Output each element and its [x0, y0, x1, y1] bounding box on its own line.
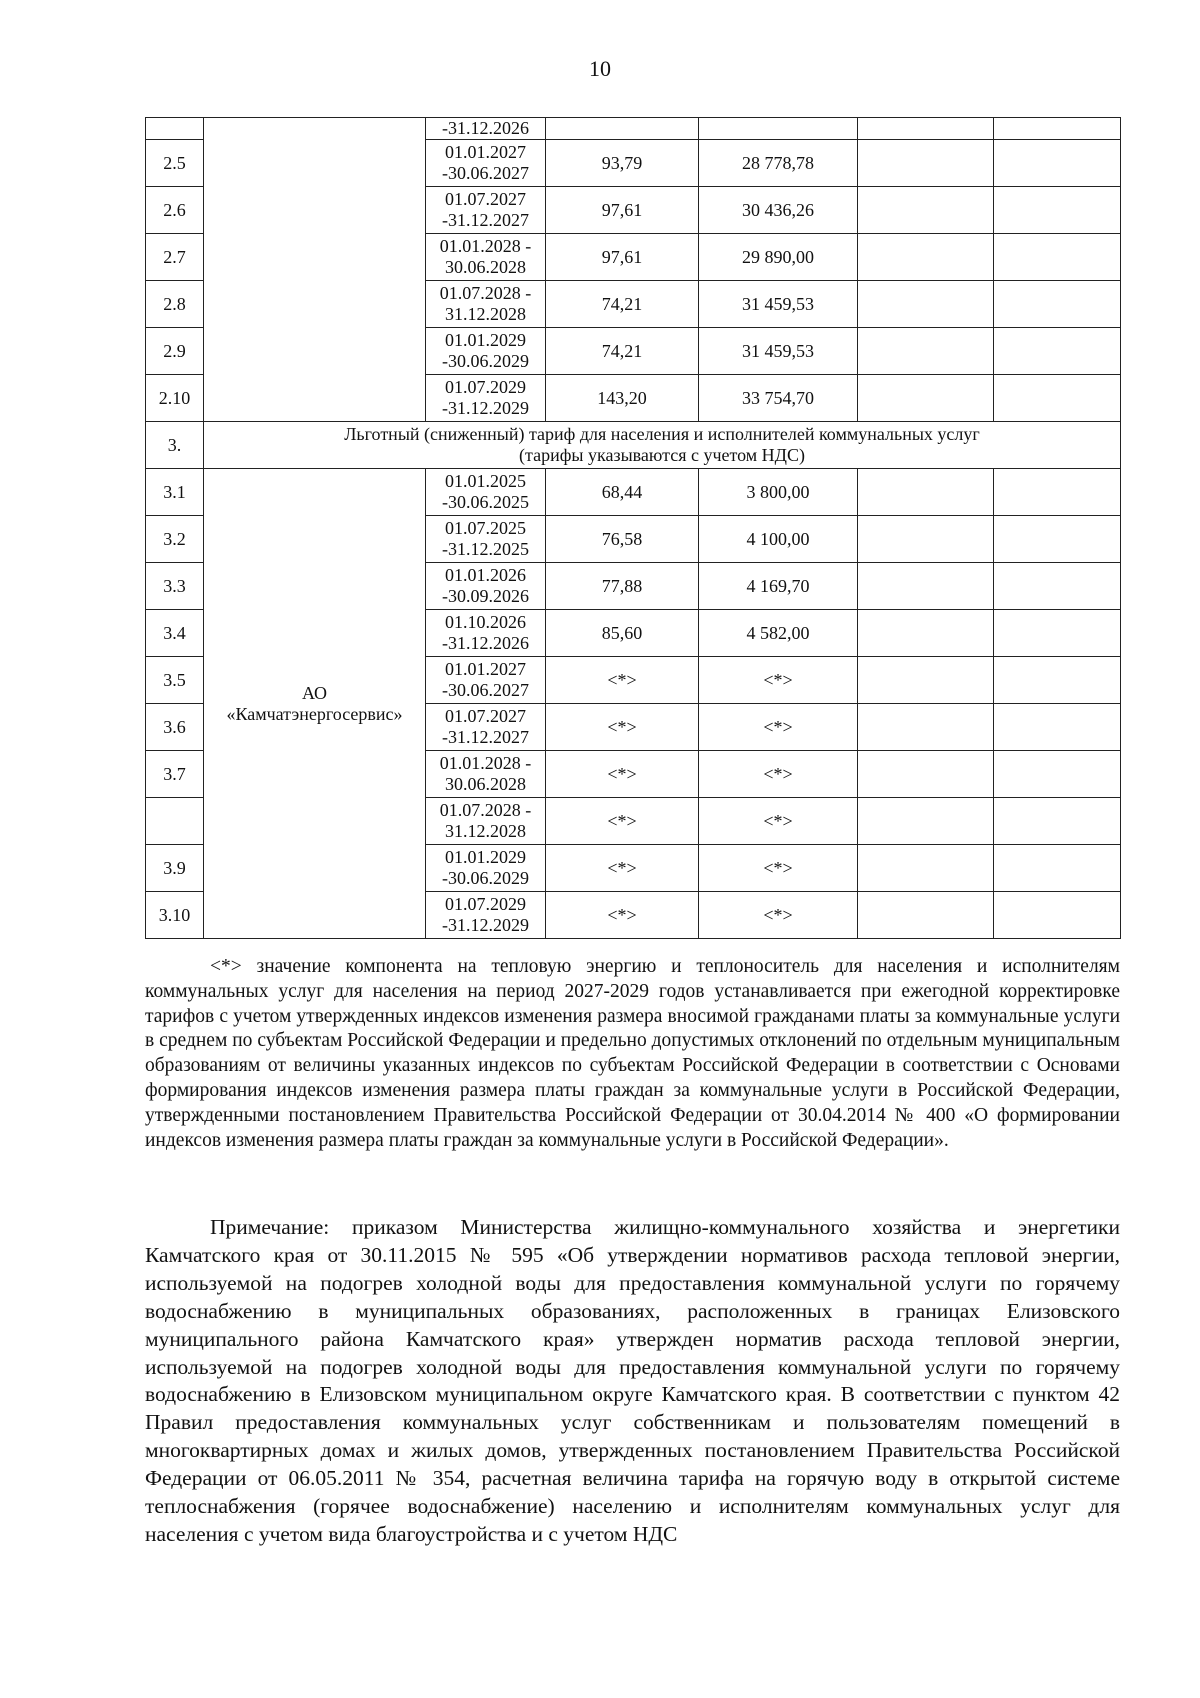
value-cell: 4 582,00 — [699, 610, 858, 657]
org-name-line-1: АО — [301, 682, 328, 703]
period-end: -30.06.2029 — [442, 351, 529, 371]
period-cell — [426, 187, 546, 234]
empty-cell — [858, 892, 994, 939]
empty-cell — [858, 118, 994, 140]
empty-cell — [994, 892, 1121, 939]
empty-cell — [858, 187, 994, 234]
value-cell: 30 436,26 — [699, 187, 858, 234]
org-cell-section-3 — [204, 469, 426, 939]
empty-cell — [994, 234, 1121, 281]
section-title-cell — [204, 422, 1121, 469]
period-cell — [426, 798, 546, 845]
period-cell — [426, 469, 546, 516]
value-cell: 74,21 — [546, 281, 699, 328]
empty-cell — [858, 281, 994, 328]
empty-cell — [858, 751, 994, 798]
section-title-line-2: (тарифы указываются с учетом НДС) — [519, 445, 805, 465]
value-cell: <*> — [546, 892, 699, 939]
period-cell — [426, 140, 546, 187]
period-start: 01.07.2025 — [445, 518, 526, 538]
period-cell — [426, 375, 546, 422]
empty-cell — [994, 845, 1121, 892]
period-start: 01.01.2026 — [445, 565, 526, 585]
empty-cell — [858, 140, 994, 187]
value-cell: <*> — [699, 798, 858, 845]
value-cell: <*> — [546, 657, 699, 704]
period-start: 01.01.2028 - — [439, 753, 532, 773]
value-cell: 28 778,78 — [699, 140, 858, 187]
section-header-row — [146, 422, 1121, 469]
period-end: -31.12.2027 — [442, 210, 529, 230]
section-number-cell: 3. — [146, 422, 204, 469]
value-cell: 85,60 — [546, 610, 699, 657]
value-cell: <*> — [699, 845, 858, 892]
empty-cell — [858, 516, 994, 563]
row-number-cell: 2.7 — [146, 234, 204, 281]
row-number-cell: 3.5 — [146, 657, 204, 704]
period-start: 01.01.2027 — [445, 142, 526, 162]
period-end: -30.09.2026 — [442, 586, 529, 606]
period-start: 01.01.2029 — [445, 330, 526, 350]
period-end: -31.12.2025 — [442, 539, 529, 559]
value-cell: <*> — [699, 751, 858, 798]
empty-cell — [994, 281, 1121, 328]
value-cell — [699, 118, 858, 140]
period-end: -30.06.2027 — [442, 680, 529, 700]
value-cell: 74,21 — [546, 328, 699, 375]
value-cell: 143,20 — [546, 375, 699, 422]
value-cell: 97,61 — [546, 187, 699, 234]
empty-cell — [858, 375, 994, 422]
period-end: 31.12.2028 — [445, 821, 526, 841]
period-end: 30.06.2028 — [445, 257, 526, 277]
value-cell: <*> — [699, 657, 858, 704]
empty-cell — [858, 563, 994, 610]
empty-cell — [994, 375, 1121, 422]
page-number: 10 — [589, 56, 611, 81]
empty-cell — [994, 657, 1121, 704]
empty-cell — [994, 610, 1121, 657]
period-start: 01.01.2028 - — [439, 236, 532, 256]
empty-cell — [858, 328, 994, 375]
value-cell: <*> — [699, 704, 858, 751]
row-number-cell: 3.7 — [146, 751, 204, 798]
value-cell: <*> — [546, 704, 699, 751]
period-start: 01.01.2029 — [445, 847, 526, 867]
value-cell: 33 754,70 — [699, 375, 858, 422]
empty-cell — [858, 845, 994, 892]
value-cell: 29 890,00 — [699, 234, 858, 281]
value-cell: 93,79 — [546, 140, 699, 187]
period-cell — [426, 657, 546, 704]
period-cell — [426, 892, 546, 939]
period-end: -30.06.2025 — [442, 492, 529, 512]
period-end: -31.12.2026 — [442, 633, 529, 653]
empty-cell — [994, 187, 1121, 234]
row-number-cell: 3.6 — [146, 704, 204, 751]
empty-cell — [994, 328, 1121, 375]
empty-cell — [858, 469, 994, 516]
value-cell: <*> — [546, 751, 699, 798]
period-end: 31.12.2028 — [445, 304, 526, 324]
period-start: 01.10.2026 — [445, 612, 526, 632]
period-end: -30.06.2027 — [442, 163, 529, 183]
table-row — [146, 118, 1121, 140]
period-cell — [426, 845, 546, 892]
value-cell: 97,61 — [546, 234, 699, 281]
tariff-table — [145, 117, 1121, 939]
value-cell: <*> — [546, 845, 699, 892]
row-number-cell — [146, 118, 204, 140]
row-number-cell: 2.9 — [146, 328, 204, 375]
value-cell: 3 800,00 — [699, 469, 858, 516]
row-number-cell: 2.8 — [146, 281, 204, 328]
period-end: 30.06.2028 — [445, 774, 526, 794]
period-start: 01.07.2027 — [445, 189, 526, 209]
value-cell: 4 100,00 — [699, 516, 858, 563]
row-number-cell: 2.6 — [146, 187, 204, 234]
value-cell: <*> — [546, 798, 699, 845]
period-cell — [426, 751, 546, 798]
org-cell-section-2 — [204, 118, 426, 422]
footnote-paragraph: <*> значение компонента на тепловую энергию и теплоноситель для населения и исполнителям коммунальных услуг для населения на период 2027-2029 годов устанавливается при ежегодной корректировке тарифов с учетом утвержденных индексов изменения размера вносимой гражданами платы за коммунальные услуги в среднем по субъектам Российской Федерации и предельно допустимых отклонений по отдельным муниципальным образованиям от величины указанных индексов по субъектам Российской Федерации в соответствии с Основами формирования индексов изменения размера платы граждан за коммунальные услуги в Российской Федерации, утвержденными постановлением Правительства Российской Федерации от 30.04.2014 № 400 «О формировании индексов изменения размера платы граждан за коммунальные услуги в Российской Федерации». — [145, 956, 1120, 1151]
empty-cell — [994, 751, 1121, 798]
period-cell — [426, 234, 546, 281]
row-number-cell: 3.2 — [146, 516, 204, 563]
empty-cell — [858, 610, 994, 657]
row-number-cell: 3.9 — [146, 845, 204, 892]
row-number-cell: 2.5 — [146, 140, 204, 187]
period-start: 01.01.2025 — [445, 471, 526, 491]
value-cell: <*> — [699, 892, 858, 939]
value-cell: 4 169,70 — [699, 563, 858, 610]
empty-cell — [994, 798, 1121, 845]
period-start: 01.07.2028 - — [439, 800, 532, 820]
empty-cell — [858, 234, 994, 281]
period-cell — [426, 328, 546, 375]
empty-cell — [994, 516, 1121, 563]
empty-cell — [994, 704, 1121, 751]
period-end: -31.12.2029 — [442, 398, 529, 418]
period-start: 01.07.2029 — [445, 377, 526, 397]
empty-cell — [994, 118, 1121, 140]
note-paragraph: Примечание: приказом Министерства жилищно-коммунального хозяйства и энергетики Камчатского края от 30.11.2015 № 595 «Об утверждении нормативов расхода тепловой энергии, используемой на подогрев холодной воды для предоставления коммунальной услуги по горячему водоснабжению в муниципальных образованиях, расположенных в границах Елизовского муниципального района Камчатского края» утвержден норматив расхода тепловой энергии, используемой на подогрев холодной воды для предоставления коммунальной услуги по горячему водоснабжению в Елизовском муниципальном округе Камчатского края. В соответствии с пунктом 42 Правил предоставления коммунальных услуг собственникам и пользователям помещений в многоквартирных домах и жилых домов, утвержденных постановлением Правительства Российской Федерации от 06.05.2011 № 354, расчетная величина тарифа на горячую воду в открытой системе теплоснабжения (горячее водоснабжение) населению и исполнителям коммунальных услуг для населения с учетом вида благоустройства и с учетом НДС — [145, 1215, 1120, 1546]
row-number-cell: 3.4 — [146, 610, 204, 657]
empty-cell — [994, 563, 1121, 610]
empty-cell — [994, 140, 1121, 187]
value-cell: 31 459,53 — [699, 281, 858, 328]
period-end: -31.12.2029 — [442, 915, 529, 935]
period-cell — [426, 516, 546, 563]
period-start: 01.07.2029 — [445, 894, 526, 914]
value-cell: 77,88 — [546, 563, 699, 610]
row-number-cell: 3.3 — [146, 563, 204, 610]
period-cell — [426, 281, 546, 328]
section-title-line-1: Льготный (сниженный) тариф для населения и исполнителей коммунальных услуг — [344, 424, 980, 444]
empty-cell — [858, 657, 994, 704]
table-row — [146, 469, 1121, 516]
org-name-line-2: «Камчатэнергосервис» — [226, 703, 403, 724]
empty-cell — [858, 798, 994, 845]
period-cell — [426, 563, 546, 610]
period-start: 01.07.2027 — [445, 706, 526, 726]
period-start: 01.01.2027 — [445, 659, 526, 679]
value-cell: 31 459,53 — [699, 328, 858, 375]
empty-cell — [858, 704, 994, 751]
period-start: 01.07.2028 - — [439, 283, 532, 303]
period-end: -31.12.2027 — [442, 727, 529, 747]
row-number-cell — [146, 798, 204, 845]
row-number-cell: 3.10 — [146, 892, 204, 939]
value-cell: 76,58 — [546, 516, 699, 563]
period-cell — [426, 610, 546, 657]
value-cell: 68,44 — [546, 469, 699, 516]
period-end: -30.06.2029 — [442, 868, 529, 888]
period-cell — [426, 704, 546, 751]
row-number-cell: 2.10 — [146, 375, 204, 422]
row-number-cell: 3.1 — [146, 469, 204, 516]
empty-cell — [994, 469, 1121, 516]
value-cell — [546, 118, 699, 140]
period-cell: -31.12.2026 — [426, 118, 546, 140]
